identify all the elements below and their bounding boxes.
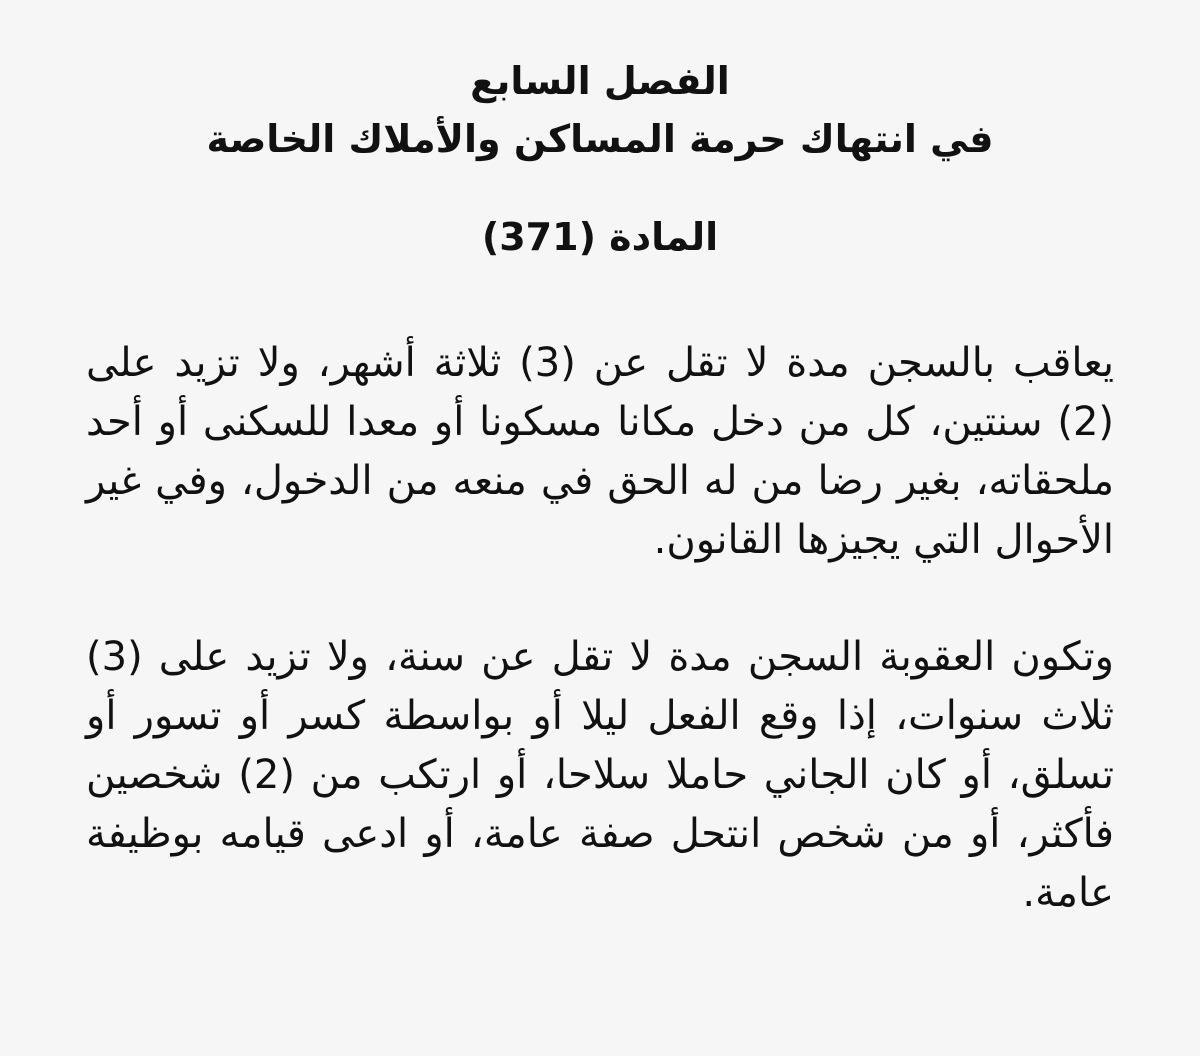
article-paragraph-1: يعاقب بالسجن مدة لا تقل عن (3) ثلاثة أشهر، ولا تزيد على (2) سنتين، كل من دخل مكانا مسكونا أو معدا للسكنى أو أحد ملحقاته، بغير رضا من له الحق في منعه من الدخول، وفي غير الأحوال التي يجيزها القانون. bbox=[86, 340, 1115, 563]
chapter-subtitle: في انتهاك حرمة المساكن والأملاك الخاصة bbox=[206, 117, 994, 161]
chapter-title: الفصل السابع bbox=[470, 59, 730, 103]
article-paragraph-2: وتكون العقوبة السجن مدة لا تقل عن سنة، ولا تزيد على (3) ثلاث سنوات، إذا وقع الفعل ليلا أو بواسطة كسر أو تسور أو تسلق، أو كان الجاني حاملا سلاحا، أو ارتكب من (2) شخصين فأكثر، أو من شخص انتحل صفة عامة، أو ادعى قيامه بوظيفة عامة. bbox=[86, 634, 1114, 916]
article-title: المادة (371) bbox=[481, 215, 719, 259]
